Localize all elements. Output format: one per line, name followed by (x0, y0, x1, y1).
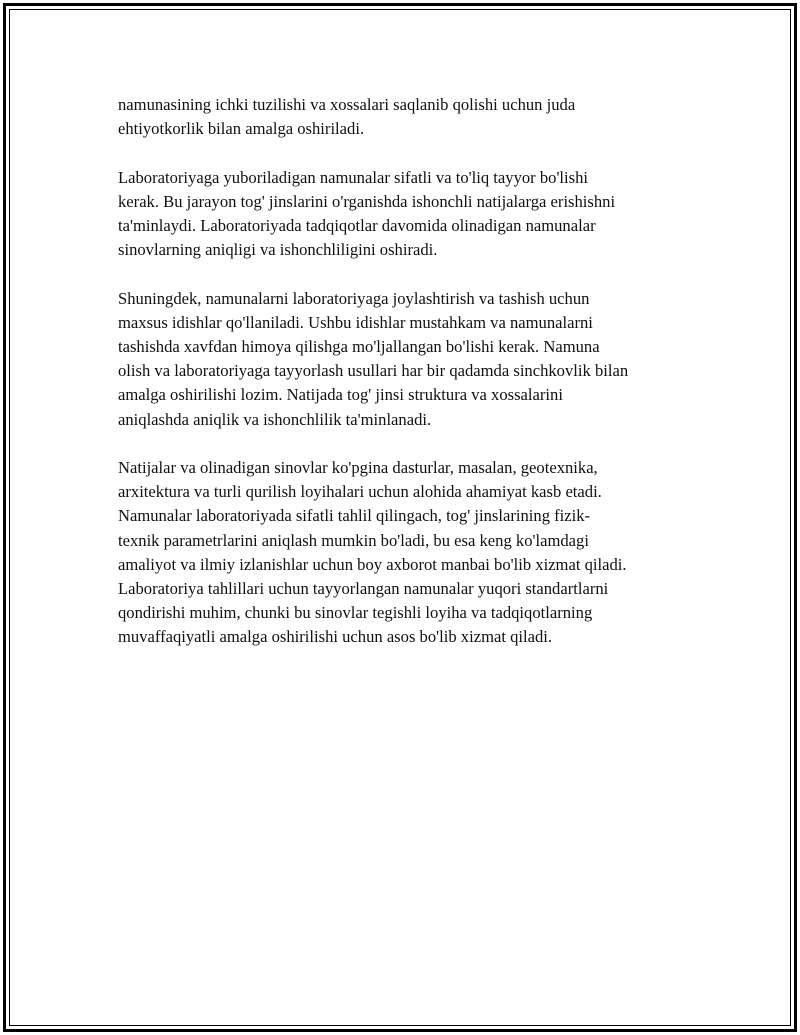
text-line: Laboratoriya tahlillari uchun tayyorlangan namunalar yuqori standartlarni (118, 579, 609, 599)
text-line: maxsus idishlar qo'llaniladi. Ushbu idishlar mustahkam va namunalarni (118, 312, 593, 332)
paragraph-1 (118, 93, 688, 141)
text-line: amalga oshirilishi lozim. Natijada tog' jinsi struktura va xossalarini (118, 385, 563, 405)
text-line: texnik parametrlarini aniqlash mumkin bo'ladi, bu esa keng ko'lamdagi (118, 530, 589, 550)
text-line: ta'minlaydi. Laboratoriyada tadqiqotlar davomida olinadigan namunalar (118, 216, 596, 235)
text-line: olish va laboratoriyaga tayyorlash usullari har bir qadamda sinchkovlik bilan (118, 361, 629, 381)
text-line: Laboratoriyaga yuboriladigan namunalar sifatli va to'liq tayyor bo'lishi (118, 167, 589, 187)
text-line: amaliyot va ilmiy izlanishlar uchun boy axborot manbai bo'lib xizmat qiladi. (118, 554, 627, 574)
paragraph-3 (118, 287, 688, 432)
text-line: Natijalar va olinadigan sinovlar ko'pgina dasturlar, masalan, geotexnika, (118, 458, 598, 477)
text-line: muvaffaqiyatli amalga oshirilishi uchun asos bo'lib xizmat qiladi. (118, 627, 553, 647)
text-line: aniqlashda aniqlik va ishonchlilik ta'minlanadi. (118, 409, 432, 429)
paragraph-2 (118, 166, 688, 263)
text-line: sinovlarning aniqligi va ishonchliligini oshiradi. (118, 240, 438, 260)
text-line: tashishda xavfdan himoya qilishga mo'ljallangan bo'lishi kerak. Namuna (118, 337, 600, 356)
text-line: qondirishi muhim, chunki bu sinovlar tegishli loyiha va tadqiqotlarning (118, 603, 593, 623)
text-line: Shuningdek, namunalarni laboratoriyaga joylashtirish va tashish uchun (118, 288, 590, 308)
text-line: arxitektura va turli qurilish loyihalari uchun alohida ahamiyat kasb etadi. (118, 482, 602, 502)
text-line: ehtiyotkorlik bilan amalga oshiriladi. (118, 119, 365, 139)
text-line: namunasining ichki tuzilishi va xossalari saqlanib qolishi uchun juda (118, 95, 576, 114)
text-line: kerak. Bu jarayon tog' jinslarini o'rganishda ishonchli natijalarga erishishni (118, 191, 616, 211)
document-body (118, 93, 688, 674)
text-line: Namunalar laboratoriyada sifatli tahlil qilingach, tog' jinslarining fizik- (118, 506, 591, 526)
paragraph-4 (118, 456, 688, 650)
